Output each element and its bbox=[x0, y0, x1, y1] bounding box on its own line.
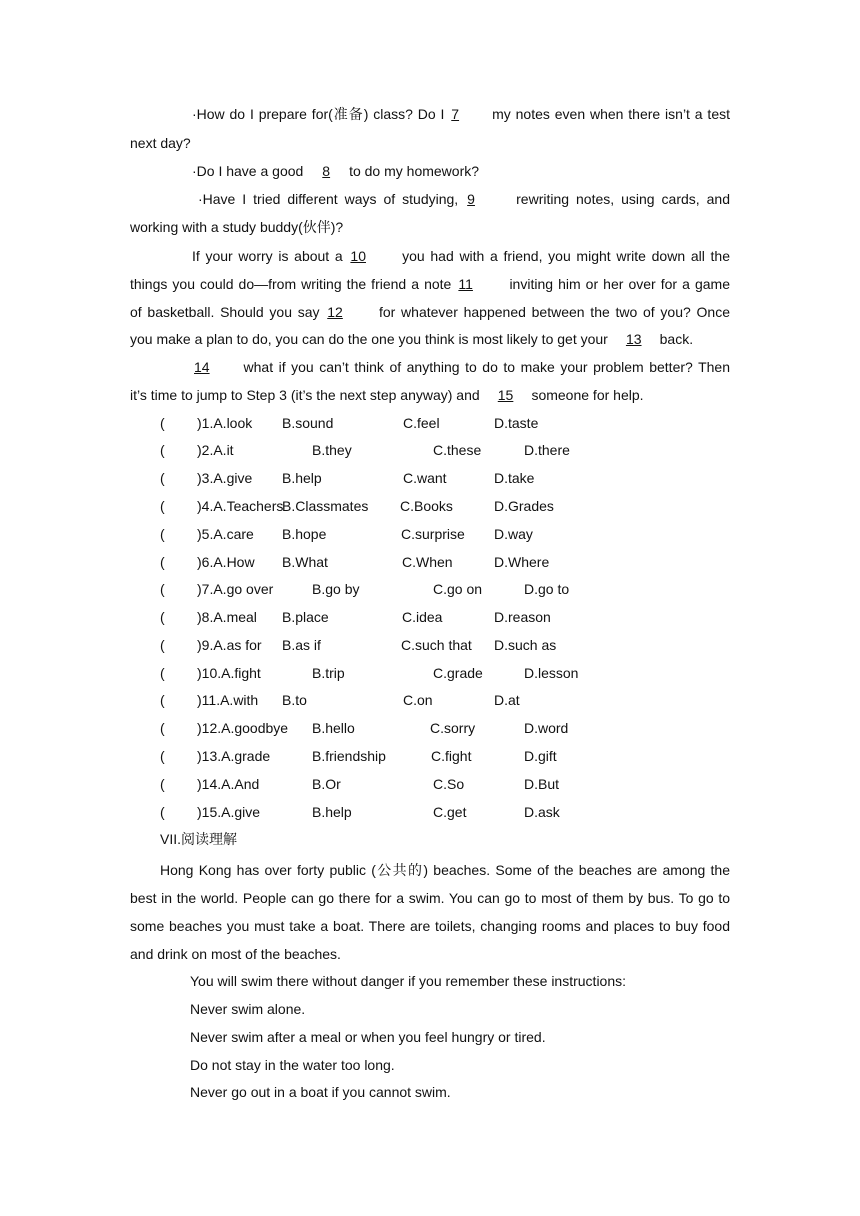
answer-bracket: ( bbox=[160, 554, 165, 570]
instruction-item: Never go out in a boat if you cannot swim. bbox=[190, 1084, 451, 1100]
answer-bracket: ( bbox=[160, 776, 165, 792]
text: back. bbox=[655, 331, 694, 347]
passage-line bbox=[192, 161, 479, 181]
blank-8: 8 bbox=[322, 163, 331, 179]
option-a: )7.A.go over bbox=[197, 581, 274, 597]
option-a: )8.A.meal bbox=[197, 609, 257, 625]
answer-bracket: ( bbox=[160, 526, 165, 542]
blank-10: 10 bbox=[350, 248, 366, 264]
option-b: B.they bbox=[312, 442, 352, 458]
passage-line bbox=[130, 329, 693, 349]
instruction-item: Do not stay in the water too long. bbox=[190, 1057, 395, 1073]
option-d: D.at bbox=[494, 692, 520, 708]
option-b: B.help bbox=[312, 804, 352, 820]
option-a: )6.A.How bbox=[197, 554, 255, 570]
option-a: )4.A.Teachers bbox=[197, 498, 284, 514]
answer-bracket: ( bbox=[160, 609, 165, 625]
option-a: )10.A.fight bbox=[197, 665, 261, 681]
passage-line bbox=[192, 357, 730, 377]
option-c: C.go on bbox=[433, 581, 483, 597]
option-b: B.Classmates bbox=[282, 498, 369, 514]
option-b: B.What bbox=[282, 554, 328, 570]
passage-line bbox=[130, 385, 644, 405]
option-c: C.feel bbox=[403, 415, 440, 431]
option-a: )5.A.care bbox=[197, 526, 254, 542]
answer-bracket: ( bbox=[160, 692, 165, 708]
answer-bracket: ( bbox=[160, 748, 165, 764]
option-d: D.lesson bbox=[524, 665, 579, 681]
option-d: D.gift bbox=[524, 748, 557, 764]
text: If your worry is about a bbox=[192, 248, 349, 264]
option-b: B.go by bbox=[312, 581, 360, 597]
option-c: C.When bbox=[402, 554, 453, 570]
option-c: C.get bbox=[433, 804, 467, 820]
option-d: D.there bbox=[524, 442, 570, 458]
passage-line: working with a study buddy(伙伴)? bbox=[130, 219, 344, 235]
answer-bracket: ( bbox=[160, 720, 165, 736]
blank-15: 15 bbox=[497, 387, 514, 403]
answer-bracket: ( bbox=[160, 804, 165, 820]
option-c: C.surprise bbox=[401, 526, 465, 542]
option-a: )3.A.give bbox=[197, 470, 253, 486]
passage-line bbox=[192, 246, 730, 266]
option-a: )12.A.goodbye bbox=[197, 720, 289, 736]
option-c: C.Books bbox=[400, 498, 453, 514]
text: ·Have I tried different ways of studying, bbox=[198, 191, 466, 207]
passage-line bbox=[192, 104, 730, 124]
option-c: C.these bbox=[433, 442, 482, 458]
option-c: C.grade bbox=[433, 665, 483, 681]
text: for whatever happened between the two of you? Once bbox=[373, 304, 730, 320]
option-b: B.help bbox=[282, 470, 322, 486]
option-c: C.So bbox=[433, 776, 465, 792]
option-a: )13.A.grade bbox=[197, 748, 271, 764]
option-d: D.such as bbox=[494, 637, 557, 653]
option-d: D.Where bbox=[494, 554, 550, 570]
option-c: C.on bbox=[403, 692, 433, 708]
text: ·How do I prepare for(准备) class? Do I bbox=[192, 106, 450, 122]
option-b: B.Or bbox=[312, 776, 341, 792]
text: to do my homework? bbox=[345, 163, 480, 179]
option-b: B.to bbox=[282, 692, 307, 708]
option-b: B.sound bbox=[282, 415, 334, 431]
option-b: B.hello bbox=[312, 720, 355, 736]
option-c: C.sorry bbox=[430, 720, 476, 736]
option-d: D.go to bbox=[524, 581, 570, 597]
option-b: B.hope bbox=[282, 526, 327, 542]
answer-bracket: ( bbox=[160, 665, 165, 681]
option-d: D.Grades bbox=[494, 498, 554, 514]
section-heading: VII.阅读理解 bbox=[160, 831, 238, 847]
passage-line bbox=[198, 189, 730, 209]
reading-paragraph: Hong Kong has over forty public (公共的) beaches. Some of the beaches are among the best in the world. People can go there for a swim. You can go to most of them by bus. To go to some beaches you must take a boat. There are toilets, changing rooms and places to buy food and drink on most of the beaches. bbox=[130, 862, 730, 962]
text: it’s time to jump to Step 3 (it’s the next step anyway) and bbox=[130, 387, 484, 403]
passage-line bbox=[130, 302, 730, 322]
passage-line: next day? bbox=[130, 135, 191, 151]
option-d: D.reason bbox=[494, 609, 551, 625]
blank-13: 13 bbox=[625, 331, 642, 347]
text: inviting him or her over for a game bbox=[504, 276, 730, 292]
answer-bracket: ( bbox=[160, 581, 165, 597]
answer-bracket: ( bbox=[160, 442, 165, 458]
answer-bracket: ( bbox=[160, 498, 165, 514]
option-d: D.But bbox=[524, 776, 560, 792]
option-b: B.as if bbox=[282, 637, 321, 653]
option-a: )11.A.with bbox=[197, 692, 259, 708]
instruction-item: Never swim after a meal or when you feel hungry or tired. bbox=[190, 1029, 546, 1045]
instruction-item: Never swim alone. bbox=[190, 1001, 306, 1017]
option-b: B.place bbox=[282, 609, 329, 625]
text: someone for help. bbox=[527, 387, 644, 403]
answer-bracket: ( bbox=[160, 415, 165, 431]
option-d: D.word bbox=[524, 720, 569, 736]
option-b: B.friendship bbox=[312, 748, 386, 764]
blank-14: 14 bbox=[194, 359, 210, 375]
text: of basketball. Should you say bbox=[130, 304, 326, 320]
option-c: C.idea bbox=[402, 609, 443, 625]
option-b: B.trip bbox=[312, 665, 345, 681]
option-d: D.way bbox=[494, 526, 533, 542]
option-a: )1.A.look bbox=[197, 415, 253, 431]
option-a: )9.A.as for bbox=[197, 637, 262, 653]
text: things you could do—from writing the friend a note bbox=[130, 276, 457, 292]
passage-line bbox=[130, 274, 730, 294]
answer-bracket: ( bbox=[160, 470, 165, 486]
text: my notes even when there isn’t a test bbox=[487, 106, 731, 122]
text: rewriting notes, using cards, and bbox=[509, 191, 730, 207]
option-c: C.want bbox=[403, 470, 447, 486]
option-d: D.ask bbox=[524, 804, 560, 820]
instruction-intro: You will swim there without danger if you remember these instructions: bbox=[190, 973, 627, 989]
answer-bracket: ( bbox=[160, 637, 165, 653]
option-a: )14.A.And bbox=[197, 776, 260, 792]
option-d: D.take bbox=[494, 470, 535, 486]
text: what if you can’t think of anything to do to make your problem better? Then bbox=[238, 359, 730, 375]
text: you make a plan to do, you can do the one you think is most likely to get your bbox=[130, 331, 612, 347]
blank-11: 11 bbox=[458, 276, 473, 292]
text: ·Do I have a good bbox=[192, 163, 308, 179]
blank-7: 7 bbox=[451, 106, 460, 122]
option-a: )15.A.give bbox=[197, 804, 261, 820]
option-d: D.taste bbox=[494, 415, 539, 431]
option-c: C.fight bbox=[431, 748, 472, 764]
blank-9: 9 bbox=[467, 191, 475, 207]
option-c: C.such that bbox=[401, 637, 472, 653]
blank-12: 12 bbox=[327, 304, 343, 320]
text: you had with a friend, you might write down all the bbox=[396, 248, 730, 264]
option-a: )2.A.it bbox=[197, 442, 234, 458]
